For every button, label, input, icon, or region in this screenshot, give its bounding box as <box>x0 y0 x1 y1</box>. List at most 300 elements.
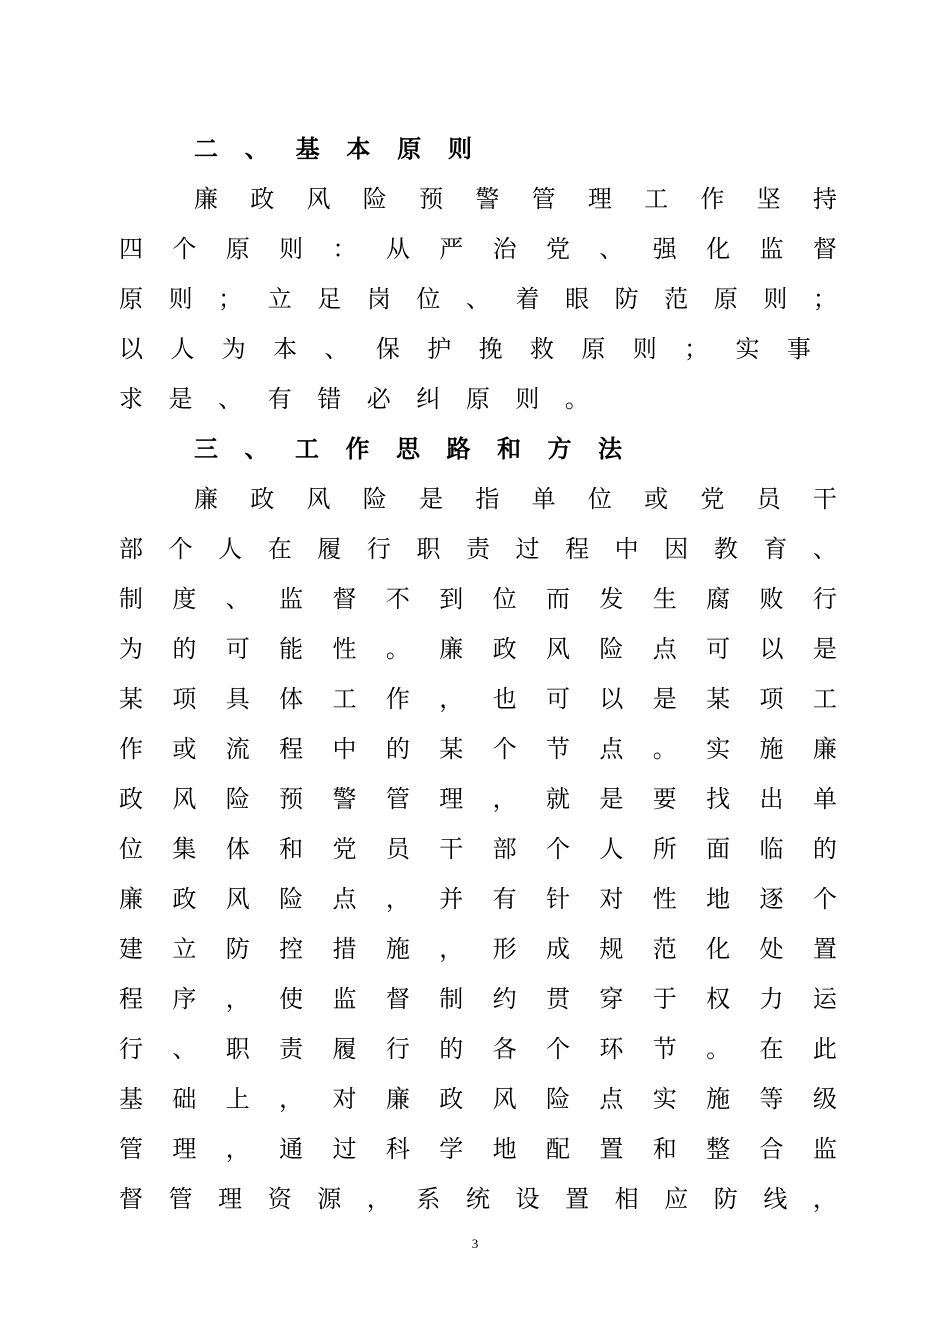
text-char: 原 <box>713 285 738 313</box>
text-char: 成 <box>546 935 570 963</box>
text-char: 败 <box>759 585 784 613</box>
text-char: 作 <box>345 434 370 463</box>
text-char: 是 <box>168 385 193 413</box>
text-char: 风 <box>306 485 331 513</box>
text-char: 足 <box>317 285 342 313</box>
text-char: 教 <box>713 535 738 563</box>
paragraph-line <box>118 681 838 717</box>
page-number: 3 <box>471 1236 479 1251</box>
text-char: 实 <box>652 1085 677 1113</box>
paragraph-line <box>118 231 838 267</box>
text-char: 集 <box>172 835 197 863</box>
paragraph-line <box>193 181 838 217</box>
text-char: 个 <box>812 885 837 913</box>
text-char: 而 <box>546 585 570 613</box>
text-char: 置 <box>812 935 837 963</box>
text-char: 使 <box>279 985 304 1013</box>
text-char: 则 <box>632 335 657 363</box>
text-char: ， <box>385 885 410 913</box>
text-char: 则 <box>515 385 540 413</box>
text-char: 。 <box>706 1035 731 1063</box>
text-char: 或 <box>644 485 669 513</box>
text-char: 防 <box>225 935 250 963</box>
text-char: 位 <box>416 285 441 313</box>
text-char: 作 <box>700 185 725 213</box>
paragraph-line <box>118 781 838 817</box>
text-char: ， <box>225 1135 250 1163</box>
text-char: 学 <box>439 1135 464 1163</box>
text-char: 责 <box>465 535 490 563</box>
text-char: 护 <box>427 335 452 363</box>
text-char: 过 <box>332 1135 357 1163</box>
text-char: 、 <box>225 585 250 613</box>
text-char: 部 <box>492 835 517 863</box>
text-char: 防 <box>614 285 639 313</box>
paragraph-line <box>118 1031 838 1067</box>
text-char: 、 <box>244 134 269 163</box>
paragraph-line <box>118 381 590 417</box>
text-char: 在 <box>759 1035 784 1063</box>
text-char: 系 <box>416 1185 441 1213</box>
text-char: 个 <box>172 235 197 263</box>
text-char: 预 <box>279 785 304 813</box>
text-char: 到 <box>439 585 464 613</box>
text-char: 贯 <box>546 985 570 1013</box>
text-char: 工 <box>295 434 319 463</box>
text-char: 可 <box>225 635 250 663</box>
text-char: 资 <box>267 1185 292 1213</box>
text-char: 并 <box>439 885 464 913</box>
text-char: 和 <box>279 835 304 863</box>
text-char: 制 <box>439 985 464 1013</box>
text-char: 工 <box>644 185 669 213</box>
text-char: 党 <box>332 835 357 863</box>
text-char: 部 <box>119 535 143 563</box>
text-char: 监 <box>279 585 304 613</box>
text-char: 理 <box>439 785 464 813</box>
text-char: 保 <box>375 335 400 363</box>
text-char: 的 <box>812 835 837 863</box>
text-char: 理 <box>587 185 612 213</box>
text-char: 位 <box>119 835 143 863</box>
text-char: 范 <box>664 285 689 313</box>
text-char: ， <box>439 685 464 713</box>
text-char: 职 <box>416 535 441 563</box>
text-char: 形 <box>492 935 517 963</box>
text-char: 政 <box>250 185 275 213</box>
text-char: 配 <box>546 1135 570 1163</box>
text-char: ： <box>332 235 357 263</box>
text-char: 对 <box>332 1085 357 1113</box>
text-char: 法 <box>598 434 622 463</box>
text-char: 中 <box>614 535 639 563</box>
text-char: 相 <box>614 1185 639 1213</box>
text-char: 位 <box>587 485 612 513</box>
text-char: 履 <box>317 535 342 563</box>
text-char: 施 <box>385 935 410 963</box>
text-char: 督 <box>119 1185 143 1213</box>
text-char: 要 <box>652 785 677 813</box>
text-char: 通 <box>279 1135 304 1163</box>
text-char: 则 <box>447 134 472 163</box>
text-char: 制 <box>119 585 143 613</box>
text-char: 事 <box>786 335 811 363</box>
text-char: 工 <box>812 685 837 713</box>
text-char: 的 <box>439 1035 464 1063</box>
text-char: 党 <box>546 235 570 263</box>
text-char: 险 <box>599 635 624 663</box>
text-char: 本 <box>273 335 298 363</box>
text-char: 则 <box>279 235 304 263</box>
text-char: 此 <box>812 1035 837 1063</box>
text-char: 的 <box>385 735 410 763</box>
text-char: ， <box>225 985 250 1013</box>
text-char: 化 <box>706 935 731 963</box>
text-char: 警 <box>332 785 357 813</box>
text-char: 施 <box>759 735 784 763</box>
text-char: 督 <box>332 585 357 613</box>
text-char: 、 <box>172 1035 197 1063</box>
text-char: 是 <box>652 685 677 713</box>
text-char: 工 <box>332 685 357 713</box>
text-char: 线 <box>763 1185 788 1213</box>
text-char: 施 <box>706 1085 731 1113</box>
text-char: 监 <box>812 1135 837 1163</box>
text-char: 具 <box>225 685 250 713</box>
text-char: 四 <box>119 235 143 263</box>
text-char: 在 <box>267 535 292 563</box>
text-char: 位 <box>492 585 517 613</box>
text-char: 督 <box>385 985 410 1013</box>
text-char: 面 <box>706 835 731 863</box>
text-char: 督 <box>812 235 837 263</box>
text-char: 或 <box>172 735 197 763</box>
text-char: 方 <box>547 434 572 463</box>
text-char: 点 <box>332 885 357 913</box>
text-char: 、 <box>465 285 490 313</box>
text-char: 廉 <box>194 185 218 213</box>
text-char: 能 <box>279 635 304 663</box>
text-char: 救 <box>530 335 554 363</box>
text-char: 管 <box>119 1135 143 1163</box>
text-char: 为 <box>119 635 143 663</box>
text-char: 风 <box>172 785 197 813</box>
text-char: 控 <box>279 935 304 963</box>
text-char: 纠 <box>416 385 441 413</box>
text-char: 防 <box>713 1185 738 1213</box>
paragraph-line <box>118 631 838 667</box>
text-char: 本 <box>346 134 371 163</box>
text-char: 出 <box>759 785 784 813</box>
text-char: 各 <box>492 1035 517 1063</box>
text-char: 政 <box>492 635 517 663</box>
text-char: ； <box>684 335 709 363</box>
text-char: 地 <box>706 885 731 913</box>
text-char: 理 <box>172 1135 197 1163</box>
text-char: ， <box>492 785 517 813</box>
text-char: 路 <box>446 434 471 463</box>
section-heading-approach <box>193 431 623 467</box>
section-heading-principles <box>193 131 473 167</box>
text-char: 中 <box>332 735 357 763</box>
text-char: 廉 <box>194 485 218 513</box>
text-char: 坚 <box>756 185 781 213</box>
text-char: 行 <box>385 1035 410 1063</box>
text-char: 原 <box>397 134 422 163</box>
text-char: 措 <box>332 935 357 963</box>
text-char: 从 <box>385 235 410 263</box>
text-char: 生 <box>652 585 677 613</box>
text-char: 置 <box>599 1135 624 1163</box>
text-char: 干 <box>439 835 464 863</box>
text-char: 腐 <box>706 585 731 613</box>
text-char: 有 <box>267 385 292 413</box>
text-char: 则 <box>168 285 193 313</box>
text-char: 合 <box>759 1135 784 1163</box>
text-char: 统 <box>465 1185 490 1213</box>
text-char: 眼 <box>565 285 590 313</box>
text-char: 规 <box>599 935 624 963</box>
text-char: 个 <box>546 835 570 863</box>
text-char: 所 <box>652 835 677 863</box>
text-char: 风 <box>546 635 570 663</box>
text-char: 强 <box>652 235 677 263</box>
text-char: 级 <box>812 1085 837 1113</box>
text-char: 针 <box>546 885 570 913</box>
text-char: 就 <box>546 785 570 813</box>
text-char: ， <box>812 1185 837 1213</box>
text-char: 政 <box>250 485 275 513</box>
text-char: 某 <box>706 685 731 713</box>
text-char: ； <box>218 285 243 313</box>
text-char: 程 <box>119 985 143 1013</box>
text-char: 有 <box>492 885 517 913</box>
text-char: 不 <box>385 585 410 613</box>
text-char: 作 <box>119 735 143 763</box>
paragraph-line <box>118 1081 838 1117</box>
text-char: 治 <box>492 235 517 263</box>
text-char: 立 <box>172 935 197 963</box>
text-char: 、 <box>599 235 624 263</box>
text-char: 则 <box>763 285 788 313</box>
text-char: 着 <box>515 285 540 313</box>
text-char: 立 <box>267 285 292 313</box>
text-char: 政 <box>172 885 197 913</box>
text-char: 、 <box>812 535 837 563</box>
paragraph-line <box>118 1181 838 1217</box>
text-char: 险 <box>362 185 387 213</box>
text-char: 源 <box>317 1185 342 1213</box>
text-char: 管 <box>531 185 556 213</box>
text-char: 也 <box>492 685 517 713</box>
paragraph-line <box>118 281 838 317</box>
text-char: 廉 <box>119 885 143 913</box>
text-char: 化 <box>706 235 731 263</box>
text-char: 廉 <box>385 1085 410 1113</box>
text-char: 持 <box>812 185 837 213</box>
text-char: 运 <box>812 985 837 1013</box>
text-char: 体 <box>279 685 304 713</box>
text-char: 险 <box>225 785 250 813</box>
text-char: 科 <box>385 1135 410 1163</box>
text-char: 某 <box>119 685 143 713</box>
text-char: 项 <box>759 685 784 713</box>
text-char: 原 <box>465 385 490 413</box>
text-char: 序 <box>172 985 197 1013</box>
text-char: 原 <box>225 235 250 263</box>
text-char: 置 <box>565 1185 590 1213</box>
text-char: 整 <box>706 1135 731 1163</box>
paragraph-line <box>118 731 838 767</box>
text-char: 行 <box>366 535 391 563</box>
text-char: 找 <box>706 785 731 813</box>
text-char: 、 <box>218 385 243 413</box>
text-char: 三 <box>194 434 218 463</box>
text-char: 政 <box>439 1085 464 1113</box>
text-char: 管 <box>385 785 410 813</box>
text-char: 、 <box>244 434 269 463</box>
text-char: 个 <box>168 535 193 563</box>
text-char: 政 <box>119 785 143 813</box>
text-char: 履 <box>332 1035 357 1063</box>
text-char: 岗 <box>366 285 391 313</box>
text-char: 实 <box>735 335 760 363</box>
text-char: 风 <box>225 885 250 913</box>
text-char: 穿 <box>599 985 624 1013</box>
text-char: 体 <box>225 835 250 863</box>
text-char: 项 <box>172 685 197 713</box>
text-char: 员 <box>756 485 781 513</box>
text-char: 理 <box>218 1185 243 1213</box>
text-char: 管 <box>168 1185 193 1213</box>
text-char: 预 <box>419 185 444 213</box>
text-char: 原 <box>581 335 606 363</box>
text-char: 警 <box>475 185 500 213</box>
text-char: 员 <box>385 835 410 863</box>
text-char: 临 <box>759 835 784 863</box>
text-char: 原 <box>119 285 143 313</box>
text-char: ， <box>279 1085 304 1113</box>
text-char: 以 <box>119 335 143 363</box>
text-char: 处 <box>759 935 784 963</box>
text-char: 节 <box>652 1035 677 1063</box>
text-char: 点 <box>599 1085 624 1113</box>
text-char: 错 <box>317 385 342 413</box>
text-char: 个 <box>492 735 517 763</box>
text-char: 于 <box>652 985 677 1013</box>
text-char: 风 <box>492 1085 517 1113</box>
text-char: 性 <box>652 885 677 913</box>
text-char: 行 <box>119 1035 143 1063</box>
paragraph-line <box>118 881 838 917</box>
text-char: 廉 <box>439 635 464 663</box>
text-char: 二 <box>194 134 218 163</box>
text-char: 监 <box>759 235 784 263</box>
text-char: 设 <box>515 1185 540 1213</box>
text-char: 权 <box>706 985 731 1013</box>
text-char: 险 <box>546 1085 570 1113</box>
text-char: 上 <box>225 1085 250 1113</box>
text-char: 单 <box>531 485 556 513</box>
text-char: 等 <box>759 1085 784 1113</box>
text-char: 挽 <box>478 335 503 363</box>
text-char: 。 <box>564 385 589 413</box>
paragraph-line <box>193 481 838 517</box>
text-char: 职 <box>225 1035 250 1063</box>
text-char: 础 <box>172 1085 197 1113</box>
text-char: 行 <box>812 585 837 613</box>
text-char: 以 <box>599 685 624 713</box>
text-char: 是 <box>599 785 624 813</box>
text-char: 党 <box>700 485 725 513</box>
text-char: 是 <box>812 635 837 663</box>
text-char: 因 <box>664 535 689 563</box>
text-char: 思 <box>396 434 420 463</box>
text-char: 责 <box>279 1035 304 1063</box>
text-char: ， <box>366 1185 391 1213</box>
text-char: 和 <box>497 434 521 463</box>
text-char: 干 <box>812 485 837 513</box>
paragraph-line <box>118 531 838 567</box>
paragraph-line <box>118 331 812 367</box>
text-char: 人 <box>170 335 195 363</box>
text-char: 基 <box>119 1085 143 1113</box>
text-char: 范 <box>652 935 677 963</box>
text-char: 程 <box>565 535 590 563</box>
text-char: 力 <box>759 985 784 1013</box>
text-char: 是 <box>419 485 444 513</box>
text-char: 对 <box>599 885 624 913</box>
text-char: 为 <box>221 335 246 363</box>
text-char: 以 <box>759 635 784 663</box>
text-char: 。 <box>652 735 677 763</box>
text-char: 基 <box>295 134 320 163</box>
text-char: 实 <box>706 735 731 763</box>
text-char: 单 <box>812 785 837 813</box>
text-char: 指 <box>475 485 500 513</box>
text-char: 个 <box>546 1035 570 1063</box>
text-char: 可 <box>706 635 731 663</box>
text-char: 约 <box>492 985 517 1013</box>
text-char: 监 <box>332 985 357 1013</box>
text-char: 度 <box>172 585 197 613</box>
text-char: ， <box>439 935 464 963</box>
text-char: 点 <box>599 735 624 763</box>
text-char: 廉 <box>812 735 837 763</box>
text-char: 险 <box>362 485 387 513</box>
text-char: 节 <box>546 735 570 763</box>
text-char: 逐 <box>759 885 784 913</box>
text-char: 人 <box>218 535 243 563</box>
text-char: 险 <box>279 885 304 913</box>
text-char: 求 <box>119 385 143 413</box>
text-char: 的 <box>172 635 197 663</box>
text-char: 、 <box>324 335 349 363</box>
text-char: 可 <box>546 685 570 713</box>
text-char: 和 <box>652 1135 677 1163</box>
text-char: 人 <box>599 835 624 863</box>
paragraph-line <box>118 581 838 617</box>
text-char: 性 <box>332 635 357 663</box>
text-char: ； <box>812 285 837 313</box>
text-char: 点 <box>652 635 677 663</box>
text-char: 。 <box>385 635 410 663</box>
paragraph-line <box>118 931 838 967</box>
text-char: 育 <box>763 535 788 563</box>
text-char: 过 <box>515 535 540 563</box>
text-char: 某 <box>439 735 464 763</box>
text-char: 建 <box>119 935 143 963</box>
